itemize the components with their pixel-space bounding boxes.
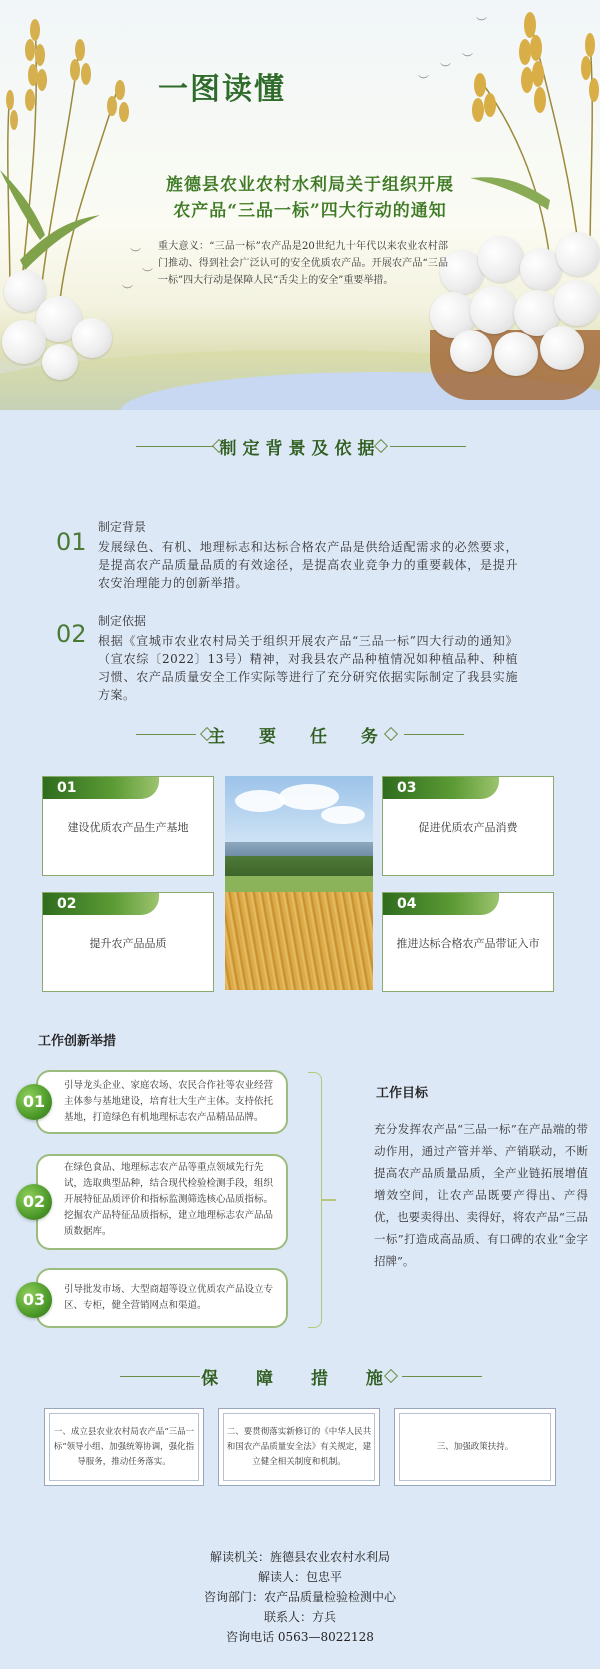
- task-number: 03: [383, 777, 499, 799]
- cloud: [321, 806, 365, 824]
- guarantee-text: 二、要贯彻落实新修订的《中华人民共和国农产品质量安全法》有关规定，建立健全相关制度和机制。: [226, 1426, 372, 1467]
- wheat-illustration-right: [430, 0, 600, 260]
- cotton-ball: [2, 320, 46, 364]
- task-number: 02: [43, 893, 159, 915]
- divider: [390, 446, 466, 447]
- bird-icon: ︶: [418, 74, 429, 87]
- number-circle: 01: [16, 1084, 52, 1120]
- cotton-ball: [554, 280, 600, 326]
- item-number: 02: [56, 620, 87, 648]
- innovation-text: 引导批发市场、大型商超等设立优质农产品设立专区、专柜，健全营销网点和渠道。: [64, 1284, 274, 1311]
- bird-icon: ︶: [130, 247, 141, 260]
- wheat-illustration-left: [0, 0, 150, 300]
- item-title: 制定背景: [98, 520, 147, 534]
- footer-line: 咨询电话 0563—8022128: [226, 1630, 374, 1644]
- number-circle: 03: [16, 1282, 52, 1318]
- item-body: 发展绿色、有机、地理标志和达标合格农产品是供给适配需求的必然要求，是提高农产品质量品质的有效途径，是提高农业竞争力的重要载体，是提升农安治理能力的创新举措。: [98, 540, 518, 590]
- task-number: 01: [43, 777, 159, 799]
- wheat-field: [225, 892, 373, 990]
- trees: [225, 856, 373, 878]
- bird-icon: ︶: [440, 62, 451, 75]
- cotton-ball: [42, 344, 78, 380]
- hero-description: 重大意义：“三品一标”农产品是20世纪九十年代以来农业农村部门推动、得到社会广泛认可的安全优质农产品。开展农产品“三品一标”四大行动是保障人民“舌尖上的安全”重要举措。: [158, 241, 448, 286]
- section-header-background: [0, 434, 600, 459]
- innovation-heading: 工作创新举措: [38, 1034, 117, 1049]
- divider: [402, 1376, 482, 1377]
- section-header-guarantee: [0, 1364, 600, 1389]
- footer-line: 解读人：包忠平: [257, 1570, 342, 1584]
- item-number: 01: [56, 528, 87, 556]
- task-label: 促进优质农产品消费: [418, 821, 518, 834]
- task-number: 04: [383, 893, 499, 915]
- divider: [404, 734, 464, 735]
- section-header-tasks: [0, 722, 600, 747]
- guarantee-card: [44, 1408, 204, 1486]
- section-title: 制定背景及依据: [219, 439, 381, 459]
- bird-icon: ︶: [476, 16, 487, 29]
- cloud: [235, 790, 285, 812]
- section-title: 主 要 任 务: [208, 727, 392, 747]
- footer-line: 咨询部门：农产品质量检验检测中心: [203, 1590, 396, 1604]
- guarantee-card: [394, 1408, 556, 1486]
- task-label: 推进达标合格农产品带证入市: [396, 937, 540, 950]
- cotton-ball: [540, 326, 584, 370]
- task-card: [42, 776, 214, 876]
- cotton-ball: [478, 236, 524, 282]
- cotton-ball: [494, 332, 538, 376]
- guarantee-card: [218, 1408, 380, 1486]
- footer-line: 解读机关：旌德县农业农村水利局: [209, 1550, 390, 1564]
- cloud: [279, 784, 339, 810]
- footer-line: 联系人：方兵: [263, 1610, 336, 1624]
- bird-icon: ︶: [462, 52, 473, 65]
- cotton-ball: [450, 330, 492, 372]
- task-card: [42, 892, 214, 992]
- cotton-ball: [556, 232, 600, 276]
- bracket-decoration: [322, 1199, 336, 1201]
- divider: [136, 734, 196, 735]
- hero-banner: [0, 0, 600, 410]
- hero-subtitle-line1: 旌德县农业农村水利局关于组织开展: [166, 175, 454, 195]
- goal-text: 充分发挥农产品“三品一标”在产品端的带动作用，通过产管并举、产销联动，不断提高农产品质量品质，全产业链拓展增值增效空间，让农产品既要产得出、产得优，也要卖得出、卖得好，将农产品“三品一标”打造成高品质、有口碑的农业“金字招牌”。: [374, 1122, 588, 1268]
- cotton-ball: [470, 286, 518, 334]
- task-card: [382, 892, 554, 992]
- innovation-text: 引导龙头企业、家庭农场、农民合作社等农业经营主体参与基地建设，培育壮大生产主体。支持依托基地，打造绿色有机地理标志农产品精品品牌。: [64, 1080, 274, 1123]
- bracket-decoration: [308, 1072, 322, 1328]
- task-label: 提升农产品品质: [89, 937, 167, 950]
- divider: [120, 1376, 200, 1377]
- item-title: 制定依据: [98, 614, 147, 628]
- innovation-text: 在绿色食品、地理标志农产品等重点领域先行先试，选取典型品种，结合现代检验检测手段，组织开展特征品质评价和指标监测筛选核心品质指标。挖掘农产品特征品质指标，建立地理标志农产品品质数据库。: [64, 1162, 274, 1237]
- wheat-field-photo: [225, 776, 373, 990]
- cotton-ball: [72, 318, 112, 358]
- item-body: 根据《宣城市农业农村局关于组织开展农产品“三品一标”四大行动的通知》（宣农综〔2022〕13号）精神，对我县农产品种植情况如种植品种、种植习惯、农产品质量安全工作实际等进行了充分研究依据实际制定了我县实施方案。: [98, 634, 518, 702]
- hero-subtitle-line2: 农产品“三品一标”四大行动的通知: [173, 201, 447, 221]
- bird-icon: ︶: [142, 267, 153, 280]
- divider: [136, 446, 214, 447]
- task-label: 建设优质农产品生产基地: [67, 821, 189, 834]
- bird-icon: ︶: [122, 284, 133, 297]
- goal-title: 工作目标: [376, 1086, 429, 1101]
- number-circle: 02: [16, 1184, 52, 1220]
- guarantee-text: 一、成立县农业农村局农产品“三品一标”领导小组、加强统筹协调，强化指导服务，推动任务落实。: [53, 1426, 195, 1467]
- guarantee-text: 三、加强政策扶持。: [436, 1441, 514, 1452]
- task-card: [382, 776, 554, 876]
- hero-title: 一图读懂: [158, 72, 286, 107]
- section-title: 保 障 措 施: [201, 1369, 399, 1389]
